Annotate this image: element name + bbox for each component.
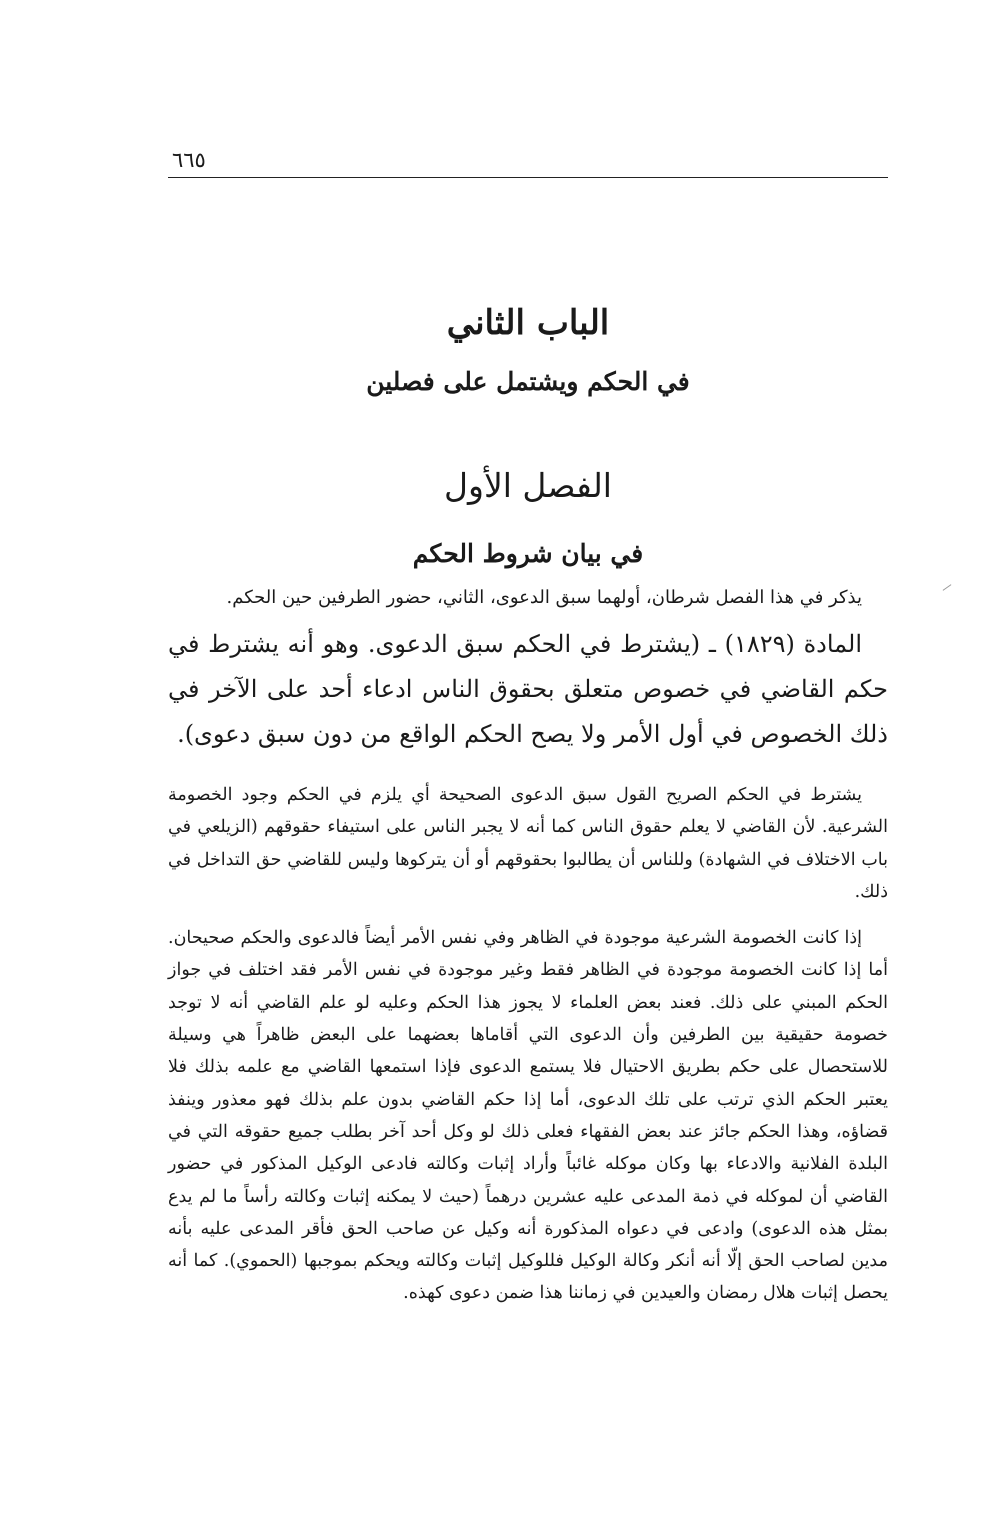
page-header: [168, 143, 888, 178]
section-title: الفصل الأول: [444, 466, 612, 505]
commentary-paragraph-1: يشترط في الحكم الصريح القول سبق الدعوى الصحيحة أي يلزم في الحكم وجود الخصومة الشرعية. لأن القاضي لا يعلم حقوق الناس كما أنه لا يجبر الناس على استيفاء حقوقهم (الزيلعي في باب الاختلاف في الشهادة) وللناس أن يطالبوا بحقوقهم أو أن يتركوها وليس للقاضي حق التداخل في ذلك.: [168, 785, 888, 902]
intro-paragraph: يذكر في هذا الفصل شرطان، أولهما سبق الدعوى، الثاني، حضور الطرفين حين الحكم.: [226, 587, 862, 608]
section-subtitle: في بيان شروط الحكم: [412, 539, 644, 568]
title-block: [168, 298, 888, 574]
margin-mark: [943, 584, 952, 591]
page-number: ٦٦٥: [172, 148, 206, 172]
commentary-paragraph-2: إذا كانت الخصومة الشرعية موجودة في الظاهر وفي نفس الأمر أيضاً فالدعوى والحكم صحيحان. أما إذا كانت الخصومة موجودة في الظاهر فقط وغير موجودة في نفس الأمر فقد اختلف في جواز الحكم المبني على ذلك. فعند بعض العلماء لا يجوز هذا الحكم وعليه لو علم القاضي أنه لا توجد خصومة حقيقية بين الطرفين وأن الدعوى التي أقاماها بعضهما على البعض ظاهراً هي وسيلة للاستحصال على حكم بطريق الاحتيال فلا يستمع الدعوى فإذا استمعها القاضي مع علمه بذلك فلا يعتبر الحكم الذي ترتب على تلك الدعوى، أما إذا حكم القاضي بدون علم بذلك فهو معذور وينفذ قضاؤه، وهذا الحكم جائز عند بعض الفقهاء فعلى ذلك لو وكل أحد آخر بطلب جميع حقوقه التي في البلدة الفلانية والادعاء بها وكان موكله غائباً وأراد إثبات وكالته فادعى الوكيل المذكور في حضور القاضي أن لموكله في ذمة المدعى عليه عشرين درهماً (حيث لا يمكنه إثبات وكالته رأساً ما لم يدع بمثل هذه الدعوى) وادعى في دعواه المذكورة أنه وكيل عن صاحب الحق فأقر المدعى عليه بأنه مدين لصاحب الحق إلّا أنه أنكر وكالة الوكيل فللوكيل إثبات وكالته ويحكم بموجبها (الحموي). كما أنه يحصل إثبات هلال رمضان والعيدين في زماننا هذا ضمن دعوى كهذه.: [168, 928, 888, 1304]
chapter-subtitle: في الحكم ويشتمل على فصلين: [366, 367, 690, 396]
article-paragraph: المادة (١٨٢٩) ـ (يشترط في الحكم سبق الدعوى. وهو أنه يشترط في حكم القاضي في خصوص متعلق بحقوق الناس ادعاء أحد على الآخر في ذلك الخصوص في أول الأمر ولا يصح الحكم الواقع من دون سبق دعوى).: [168, 630, 888, 748]
body-text: [168, 582, 888, 1324]
chapter-title: الباب الثاني: [446, 303, 610, 343]
